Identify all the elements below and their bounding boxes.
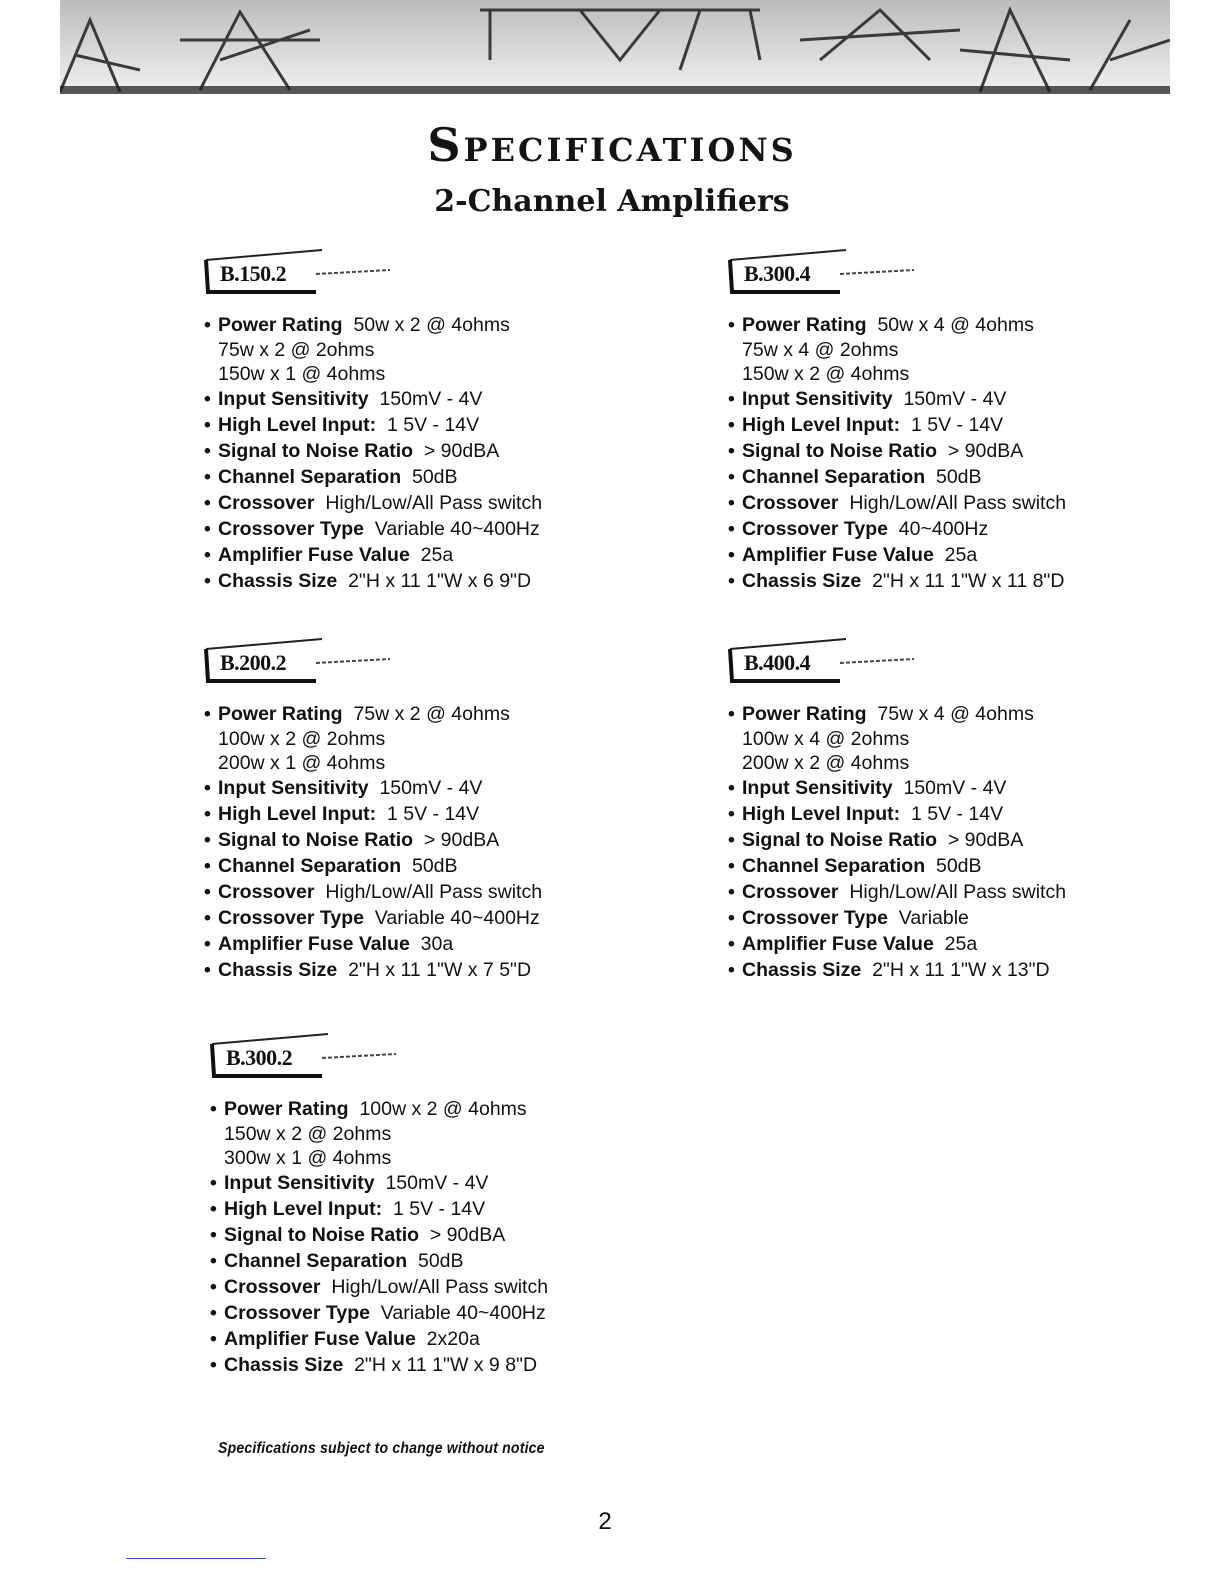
spec-value: 150mV - 4V [379, 388, 483, 410]
spec-continuation: 200w x 1 @ 4ohms [218, 752, 386, 774]
spec-item: • Amplifier Fuse Value 25a [728, 544, 978, 566]
spec-value: High/Low/All Pass switch [325, 881, 543, 903]
spec-value: 1 5V - 14V [387, 414, 480, 436]
spec-item-power-rating: • Power Rating 75w x 2 @ 4ohms [204, 703, 510, 725]
spec-label: Amplifier Fuse Value [218, 933, 410, 955]
spec-value: Variable [898, 907, 969, 929]
spec-continuation: 150w x 2 @ 4ohms [742, 363, 910, 385]
spec-item: • Chassis Size 2"H x 11 1"W x 13"D [728, 959, 1050, 981]
spec-value: 75w x 2 @ 4ohms [353, 703, 510, 725]
spec-item: • Crossover High/Low/All Pass switch [204, 492, 543, 514]
spec-label: Crossover Type [224, 1302, 370, 1324]
spec-label: High Level Input: [742, 414, 901, 436]
spec-item: • Channel Separation 50dB [204, 466, 458, 488]
spec-value: > 90dBA [423, 829, 500, 851]
model-tag [204, 246, 394, 298]
spec-item: • Crossover Type Variable [728, 907, 969, 929]
spec-list [728, 312, 1066, 594]
footer-divider [126, 1558, 266, 1559]
spec-label: Signal to Noise Ratio [742, 440, 938, 462]
spec-value: 25a [944, 933, 978, 955]
model-b300-2-section [210, 1030, 548, 1378]
spec-value: 25a [420, 544, 454, 566]
spec-label: Crossover [742, 492, 839, 514]
spec-label: Amplifier Fuse Value [742, 544, 934, 566]
spec-item: • Signal to Noise Ratio > 90dBA [728, 440, 1024, 462]
spec-value: > 90dBA [423, 440, 500, 462]
spec-label: Crossover [218, 492, 315, 514]
spec-continuation: 150w x 1 @ 4ohms [218, 363, 386, 385]
model-b400-4-section [728, 635, 1066, 983]
spec-item: • High Level Input: 1 5V - 14V [204, 414, 480, 436]
spec-label: Power Rating [218, 314, 343, 336]
model-b300-4-section [728, 246, 1066, 594]
spec-item: • Crossover Type Variable 40~400Hz [204, 518, 540, 540]
spec-label: Crossover Type [218, 518, 364, 540]
spec-value: 2"H x 11 1"W x 11 8"D [872, 570, 1065, 592]
spec-item: • Signal to Noise Ratio > 90dBA [204, 829, 500, 851]
spec-value: 25a [944, 544, 978, 566]
spec-value: 150mV - 4V [903, 777, 1007, 799]
spec-list [204, 312, 542, 594]
spec-value: 50dB [411, 466, 458, 488]
spec-label: Crossover Type [218, 907, 364, 929]
spec-item: • Signal to Noise Ratio > 90dBA [210, 1224, 506, 1246]
spec-label: Chassis Size [218, 570, 338, 592]
spec-label: Channel Separation [742, 466, 926, 488]
spec-value: 50w x 2 @ 4ohms [353, 314, 510, 336]
spec-label: Input Sensitivity [742, 388, 893, 410]
spec-item: • Amplifier Fuse Value 2x20a [210, 1328, 480, 1350]
spec-label: Crossover [742, 881, 839, 903]
spec-value: 2"H x 11 1"W x 7 5"D [348, 959, 532, 981]
page-subtitle: 2-Channel Amplifiers [434, 184, 790, 219]
spec-value: > 90dBA [947, 829, 1024, 851]
spec-continuation: 75w x 2 @ 2ohms [218, 339, 375, 361]
spec-value: 1 5V - 14V [911, 414, 1004, 436]
page-title: Specifications [427, 118, 797, 172]
spec-value: 150mV - 4V [379, 777, 483, 799]
spec-label: High Level Input: [224, 1198, 383, 1220]
spec-value: 2"H x 11 1"W x 6 9"D [348, 570, 532, 592]
spec-label: Signal to Noise Ratio [218, 829, 414, 851]
spec-value: 1 5V - 14V [393, 1198, 486, 1220]
spec-value: High/Low/All Pass switch [849, 881, 1067, 903]
spec-continuation: 100w x 2 @ 2ohms [218, 728, 386, 750]
spec-label: Input Sensitivity [742, 777, 893, 799]
spec-value: 2"H x 11 1"W x 9 8"D [354, 1354, 538, 1376]
spec-item: • Input Sensitivity 150mV - 4V [210, 1172, 489, 1194]
spec-label: Input Sensitivity [218, 388, 369, 410]
spec-item: • Chassis Size 2"H x 11 1"W x 6 9"D [204, 570, 532, 592]
model-tag [728, 635, 918, 687]
spec-value: High/Low/All Pass switch [849, 492, 1067, 514]
spec-item-power-rating: • Power Rating 75w x 4 @ 4ohms [728, 703, 1034, 725]
spec-label: Channel Separation [218, 855, 402, 877]
spec-label: Power Rating [224, 1098, 349, 1120]
spec-value: 50w x 4 @ 4ohms [877, 314, 1034, 336]
spec-item: • Crossover Type 40~400Hz [728, 518, 989, 540]
spec-label: Signal to Noise Ratio [224, 1224, 420, 1246]
header-banner-image [60, 0, 1170, 100]
spec-continuation: 100w x 4 @ 2ohms [742, 728, 910, 750]
page-number: 2 [598, 1508, 612, 1535]
spec-continuation: 200w x 2 @ 4ohms [742, 752, 910, 774]
spec-item: • Input Sensitivity 150mV - 4V [728, 388, 1007, 410]
spec-value: > 90dBA [947, 440, 1024, 462]
spec-label: Power Rating [742, 314, 867, 336]
spec-label: Signal to Noise Ratio [218, 440, 414, 462]
spec-value: 1 5V - 14V [387, 803, 480, 825]
spec-continuation: 300w x 1 @ 4ohms [224, 1147, 392, 1169]
spec-item: • Crossover Type Variable 40~400Hz [204, 907, 540, 929]
model-tag [204, 635, 394, 687]
spec-item: • Channel Separation 50dB [728, 855, 982, 877]
spec-label: Crossover [224, 1276, 321, 1298]
spec-item: • Crossover Type Variable 40~400Hz [210, 1302, 546, 1324]
spec-value: 50dB [411, 855, 458, 877]
spec-item: • Signal to Noise Ratio > 90dBA [728, 829, 1024, 851]
spec-label: Input Sensitivity [224, 1172, 375, 1194]
spec-label: Amplifier Fuse Value [224, 1328, 416, 1350]
spec-value: 150mV - 4V [903, 388, 1007, 410]
spec-item: • Crossover High/Low/All Pass switch [728, 492, 1067, 514]
model-tag-label: B.200.2 [220, 650, 287, 675]
spec-label: Channel Separation [224, 1250, 408, 1272]
spec-item: • Channel Separation 50dB [204, 855, 458, 877]
spec-continuation: 150w x 2 @ 2ohms [224, 1123, 392, 1145]
spec-label: Chassis Size [218, 959, 338, 981]
spec-value: High/Low/All Pass switch [331, 1276, 549, 1298]
spec-item: • Crossover High/Low/All Pass switch [204, 881, 543, 903]
spec-item: • High Level Input: 1 5V - 14V [210, 1198, 486, 1220]
spec-label: Chassis Size [224, 1354, 344, 1376]
spec-value: > 90dBA [429, 1224, 506, 1246]
spec-label: Channel Separation [218, 466, 402, 488]
spec-item: • High Level Input: 1 5V - 14V [728, 414, 1004, 436]
spec-value: 100w x 2 @ 4ohms [359, 1098, 527, 1120]
spec-list [210, 1096, 548, 1378]
spec-continuation: 75w x 4 @ 2ohms [742, 339, 899, 361]
spec-value: 50dB [935, 466, 982, 488]
model-b200-2-section [204, 635, 542, 983]
spec-item: • Amplifier Fuse Value 25a [728, 933, 978, 955]
spec-label: Channel Separation [742, 855, 926, 877]
spec-label: Crossover [218, 881, 315, 903]
spec-value: 30a [420, 933, 454, 955]
model-tag [210, 1030, 400, 1082]
spec-value: 75w x 4 @ 4ohms [877, 703, 1034, 725]
spec-list [204, 701, 542, 983]
spec-value: Variable 40~400Hz [374, 518, 540, 540]
spec-item: • Channel Separation 50dB [728, 466, 982, 488]
spec-item: • High Level Input: 1 5V - 14V [728, 803, 1004, 825]
spec-item: • Chassis Size 2"H x 11 1"W x 11 8"D [728, 570, 1065, 592]
model-tag-label: B.400.4 [744, 650, 811, 675]
spec-label: High Level Input: [218, 803, 377, 825]
spec-label: Power Rating [742, 703, 867, 725]
spec-label: Signal to Noise Ratio [742, 829, 938, 851]
spec-value: Variable 40~400Hz [380, 1302, 546, 1324]
spec-value: 50dB [935, 855, 982, 877]
model-tag-label: B.300.4 [744, 261, 811, 286]
spec-value: 1 5V - 14V [911, 803, 1004, 825]
model-b150-2-section [204, 246, 542, 594]
spec-item: • Chassis Size 2"H x 11 1"W x 9 8"D [210, 1354, 538, 1376]
spec-label: Amplifier Fuse Value [742, 933, 934, 955]
spec-label: Crossover Type [742, 518, 888, 540]
spec-item-power-rating: • Power Rating 50w x 2 @ 4ohms [204, 314, 510, 336]
spec-label: Chassis Size [742, 959, 862, 981]
model-tag-label: B.150.2 [220, 261, 287, 286]
model-tag [728, 246, 918, 298]
spec-label: High Level Input: [742, 803, 901, 825]
spec-item: • Chassis Size 2"H x 11 1"W x 7 5"D [204, 959, 532, 981]
spec-item: • High Level Input: 1 5V - 14V [204, 803, 480, 825]
spec-item: • Input Sensitivity 150mV - 4V [728, 777, 1007, 799]
spec-value: 2"H x 11 1"W x 13"D [872, 959, 1050, 981]
spec-value: 150mV - 4V [385, 1172, 489, 1194]
spec-value: 50dB [417, 1250, 464, 1272]
spec-item: • Amplifier Fuse Value 30a [204, 933, 454, 955]
specifications-notice: Specifications subject to change without notice [218, 1440, 545, 1457]
spec-item: • Crossover High/Low/All Pass switch [728, 881, 1067, 903]
spec-label: Crossover Type [742, 907, 888, 929]
model-tag-label: B.300.2 [226, 1045, 293, 1070]
spec-label: Power Rating [218, 703, 343, 725]
spec-label: Input Sensitivity [218, 777, 369, 799]
spec-list [728, 701, 1066, 983]
spec-item-power-rating: • Power Rating 50w x 4 @ 4ohms [728, 314, 1034, 336]
spec-item: • Input Sensitivity 150mV - 4V [204, 777, 483, 799]
spec-value: High/Low/All Pass switch [325, 492, 543, 514]
spec-label: High Level Input: [218, 414, 377, 436]
spec-label: Chassis Size [742, 570, 862, 592]
spec-label: Amplifier Fuse Value [218, 544, 410, 566]
spec-value: 40~400Hz [898, 518, 989, 540]
spec-item-power-rating: • Power Rating 100w x 2 @ 4ohms [210, 1098, 527, 1120]
spec-item: • Input Sensitivity 150mV - 4V [204, 388, 483, 410]
spec-value: 2x20a [426, 1328, 480, 1350]
spec-item: • Channel Separation 50dB [210, 1250, 464, 1272]
spec-value: Variable 40~400Hz [374, 907, 540, 929]
spec-item: • Amplifier Fuse Value 25a [204, 544, 454, 566]
spec-item: • Crossover High/Low/All Pass switch [210, 1276, 549, 1298]
spec-item: • Signal to Noise Ratio > 90dBA [204, 440, 500, 462]
